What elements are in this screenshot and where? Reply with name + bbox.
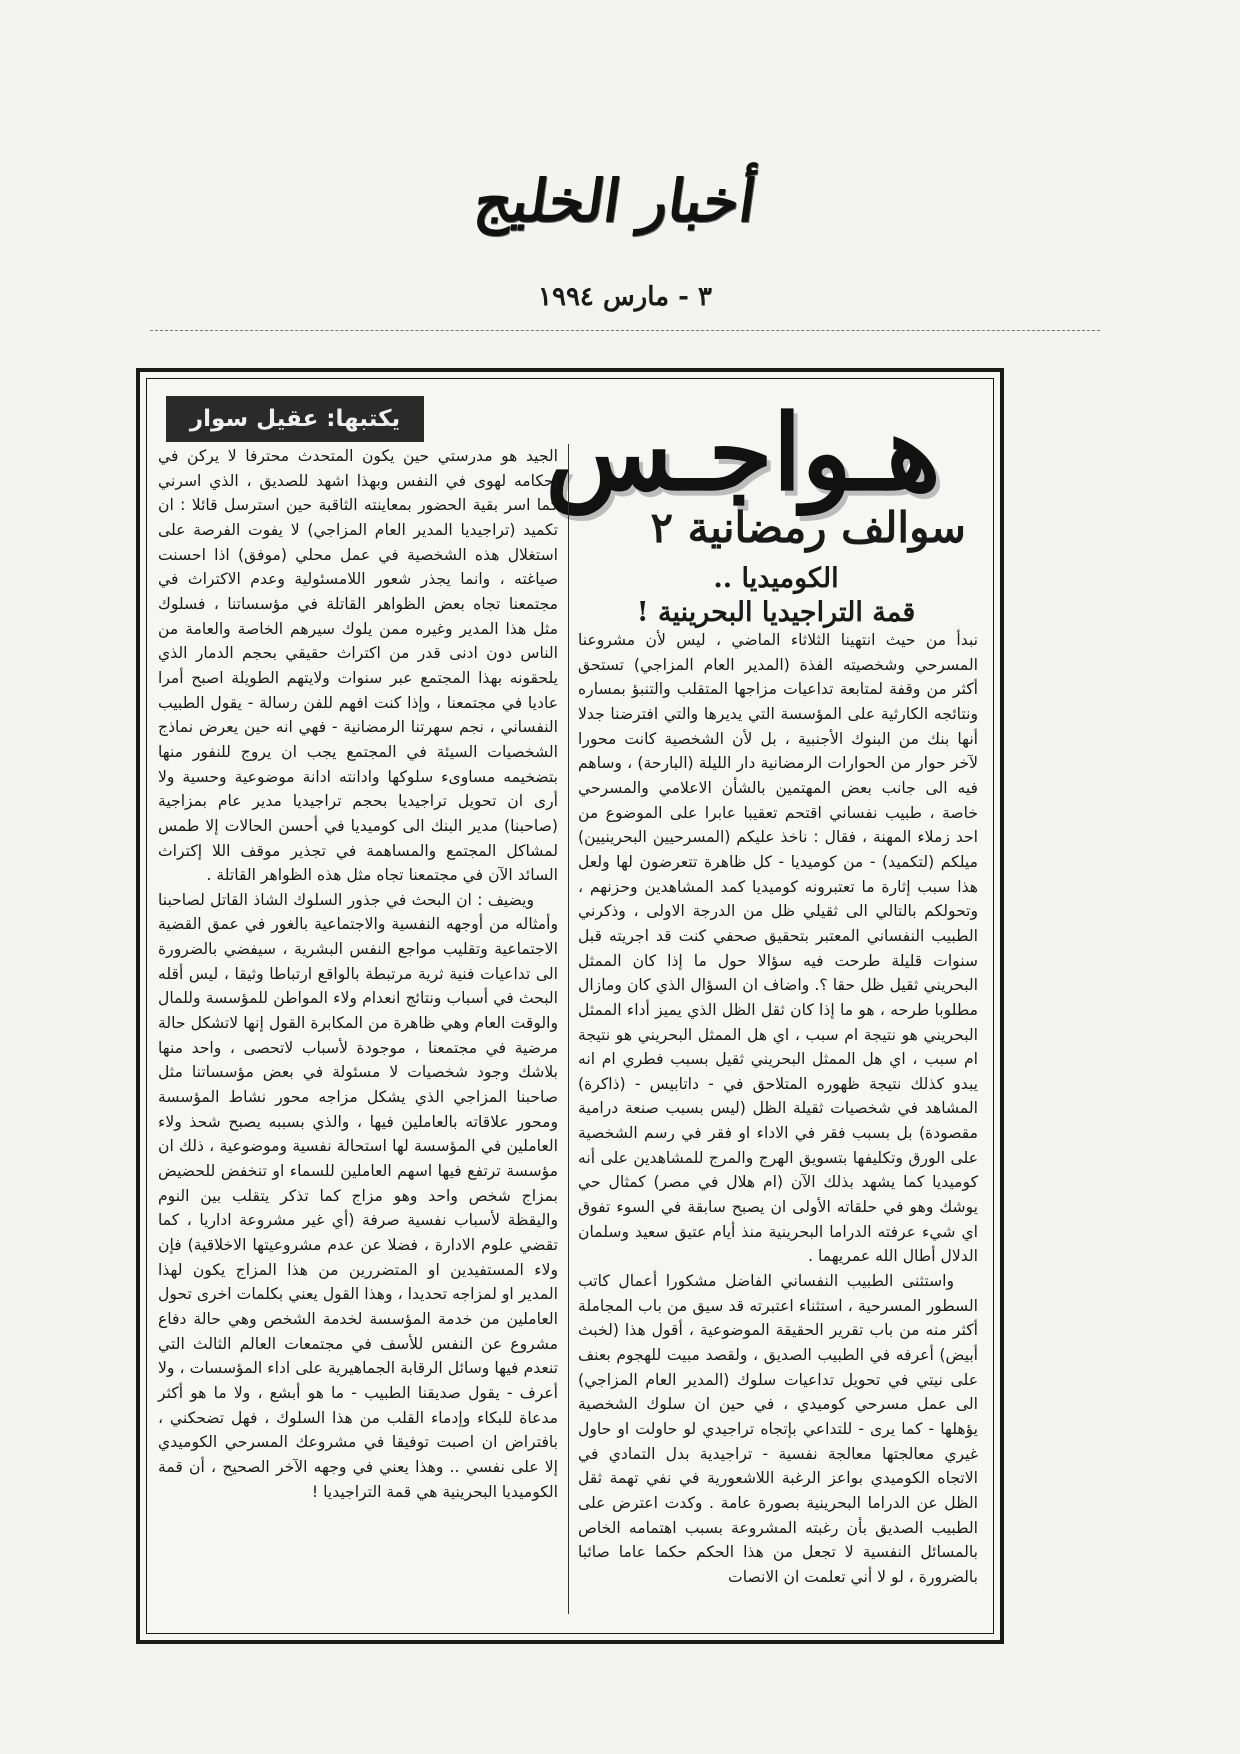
- article-frame: [136, 368, 1004, 1644]
- article-column-left: [158, 444, 558, 1504]
- article-subheadline: [586, 562, 966, 630]
- subheadline-line-2: قمة التراجيديا البحرينية !: [636, 597, 916, 628]
- column-divider: [568, 444, 569, 1614]
- subheadline-line-1: الكوميديا ..: [713, 563, 839, 594]
- article-headline: سوالف رمضانية ٢: [650, 503, 966, 552]
- article-column-right: [578, 628, 978, 1590]
- paragraph: واستثنى الطبيب النفساني الفاضل مشكورا أعمال كاتب السطور المسرحية ، استثناء اعتبرته قد سيق من باب المجاملة أكثر منه من باب تقرير الحقيقة الموضوعية ، أقول هذا (لخبث أبيض) أعرفه في الطبيب الصديق ، ولقصد مبيت للهجوم بعنف على نيتي في تحويل تداعيات سلوك (المدير العام المزاجي) الى عمل مسرحي كوميدي ، في حين ان سلوك الشخصية يؤهلها - كما يرى - للتداعي بإتجاه تراجيدي لو حاولت او حاول غيري معالجتها معالجة نفسية - تراجيدية بدل التمادي في الاتجاه الكوميدي بواعز الرغبة اللاشعورية في نفي تهمة ثقل الظل عن الدراما البحرينية بصورة عامة . وكدت اعترض على الطبيب الصديق بأن رغبته المشروعة بسبب اهتمامه الخاص بالمسائل النفسية لا تجعل من هذا الحكم حكما عاما صائبا بالضرورة ، لو لا أني تعلمت ان الانصات: [578, 1272, 978, 1586]
- column-title: [508, 391, 978, 514]
- paragraph: نبدأ من حيث انتهينا الثلاثاء الماضي ، ليس لأن مشروعنا المسرحي وشخصيته الفذة (المدير العام المزاجي) تستحق أكثر من وقفة لمتابعة تداعيات مزاجها المتقلب والتنبؤ بمساره ونتائجه الكارثية على المؤسسة التي يديرها والتي افترضنا جدلا أنها بنك من البنوك الأجنبية ، بل لأن الشخصية كانت محورا لآخر حوار من الحوارات الرمضانية دار الليلة (البارحة) ، وساهم فيه الى جانب بعض المهتمين بالشأن الاعلامي والمسرحي خاصة ، طبيب نفساني اقتحم تعقيبا عابرا على الموضوع من احد زملاء المهنة ، فقال : ناخذ عليكم (المسرحيين البحرينيين) ميلكم (لتكميد) - من كوميديا - كل ظاهرة تتعرضون لها ولعل هذا سبب إثارة ما تعتبرونه كوميديا كمد المشاهدين وحزنهم ، وتحولكم بالتالي الى ثقيلي ظل من الدرجة الاولى ، وذكرني الطبيب النفساني المعتبر بتحقيق صحفي كنت قد اجريته قبل سنوات قليلة طرحت فيه سؤالا حول ما إذا كان الممثل البحريني ثقيل ظل حقا ؟. واضاف ان السؤال الذي كان ومازال مطلوبا طرحه ، هو ما إذا كان ثقل الظل الذي يميز أداء الممثل البحريني هو نتيجة ام سبب ، اي هل الممثل البحريني هو نتيجة ام سبب ، اي هل الممثل البحريني ثقيل بسبب فطري ام انه يبدو كذلك نتيجة ظهوره المتلاحق في - داتابيس - (ذاكرة) المشاهد في شخصيات ثقيلة الظل (ليس بسبب صنعة درامية مقصودة) بل بسبب فقر في الاداء او فقر في رسم الشخصية على الورق وتكليفها بتسويق الهرج والمرج للمشاهدين على أنه كوميديا كما يشهد بذلك الآن (ام هلال في مصر) كمثال حي يوشك وهو في حلقاته الأولى ان يصبح سابقة في السوء تفوق اي شيء عرفته الدراما البحرينية منذ أيام عتيق سعيد وسلمان الدلال أطال الله عمريهما .: [578, 631, 978, 1266]
- header-divider: [150, 330, 1100, 331]
- paragraph: الجيد هو مدرستي حين يكون المتحدث محترفا لا يركن في احكامه لهوى في النفس وبهذا اشهد للصديق ، الذي اسرني كما اسر بقية الحضور بمعاينته الثاقبة حين استرسل قائلا : ان تكميد (تراجيديا المدير العام المزاجي) لا يفوت الفرصة على استغلال هذه الشخصية في عمل محلي (موفق) اذا احسنت صياغته ، وانما يجذر شعور اللامسئولية وعدم الاكتراث في مجتمعنا تجاه بعض الظواهر القاتلة في مؤسساتنا ، فسلوك مثل هذا المدير وغيره ممن يلوك سيرهم الخاصة والعامة من الناس دون ادنى قدر من اكتراث حقيقي بحجم الدمار الذي يلحقونه بهذا المجتمع عبر سنوات ولايتهم الطويلة اصبح أمرا عاديا في مجتمعنا ، وإذا كنت افهم للفن رسالة - يقول الطبيب النفساني ، نجم سهرتنا الرمضانية - فهي انه حين يعرض نماذج الشخصيات السيئة في المجتمع يجب ان يروج للنفور منها بتضخيمه مساوىء سلوكها وادانته ادانة موضوعية وحسية ولا أرى ان تحويل تراجيديا بحجم تراجيديا مدير عام بمزاجية (صاحبنا) مدير البنك الى كوميديا في أحسن الحالات إلا طمس لمشاكل المجتمع والمساهمة في تجذير موقف اللا إكتراث السائد الآن في مجتمعنا تجاه مثل هذه الظواهر القاتلة .: [158, 447, 558, 885]
- paragraph: ويضيف : ان البحث في جذور السلوك الشاذ القاتل لصاحبنا وأمثاله من أوجهه النفسية والاجتماعية بالغور في عمق القضية الاجتماعية وتقليب مواجع النفس البشرية ، سيفضي بالضرورة الى تداعيات فنية ثرية مرتبطة بالواقع ارتباطا وثيقا ، ليس أقله البحث في أسباب ونتائج انعدام ولاء المواطن للمؤسسة وللمال والوقت العام وهي ظاهرة من المكابرة القول إنها لاتشكل حالة مرضية في مجتمعنا ، موجودة لأسباب لاتحصى ، واحد منها بلاشك وجود شخصيات لا مسئولة في بعض مؤسساتنا مثل صاحبنا المزاجي الذي يشكل مزاجه محور نشاط المؤسسة ومحور علاقاته بالعاملين فيها ، والذي بسببه يصبح شحذ ولاء العاملين في المؤسسة لها استحالة نفسية وموضوعية ، ذلك ان مؤسسة ترتفع فيها اسهم العاملين للسماء او تنخفض للحضيض بمزاج شخص واحد وهو مزاج كما تذكر يتقلب بين النوم واليقظة لأسباب نفسية صرفة (أي غير مشروعة اداريا ، كما تقضي علوم الادارة ، فضلا عن عدم مشروعيتها الاخلاقية) فإن ولاء المستفيدين او المتضررين من هذا المزاج يكون لهذا المدير او لمزاجه تحديدا ، وهذا القول يعني بكلمات اخرى تحول العاملين من خدمة المؤسسة لخدمة الشخص وهي حالة دفاع مشروع عن النفس للأسف في مجتمعات العالم الثالث التي تنعدم فيها وسائل الرقابة الجماهيرية على اداء المؤسسات ، ولا أعرف - يقول صديقنا الطبيب - ما هو أبشع ، ولا ما هو أكثر مدعاة للبكاء وإدماء القلب من هذا السلوك ، فهل تضحكني ، بافتراض ان اصبت توفيقا في مشروعك المسرحي الكوميدي إلا على نفسي .. وهذا يعني في وجهه الآخر الصحيح ، أن قمة الكوميديا البحرينية هي قمة التراجيديا !: [158, 890, 558, 1501]
- publication-date: ٣ - مارس ١٩٩٤: [538, 282, 712, 312]
- byline-badge: يكتبها: عقيل سوار: [166, 396, 424, 442]
- column-title-text: هـواجـس: [545, 391, 941, 514]
- masthead-logo: أخبار الخليج: [469, 167, 761, 235]
- newspaper-masthead: [430, 160, 800, 242]
